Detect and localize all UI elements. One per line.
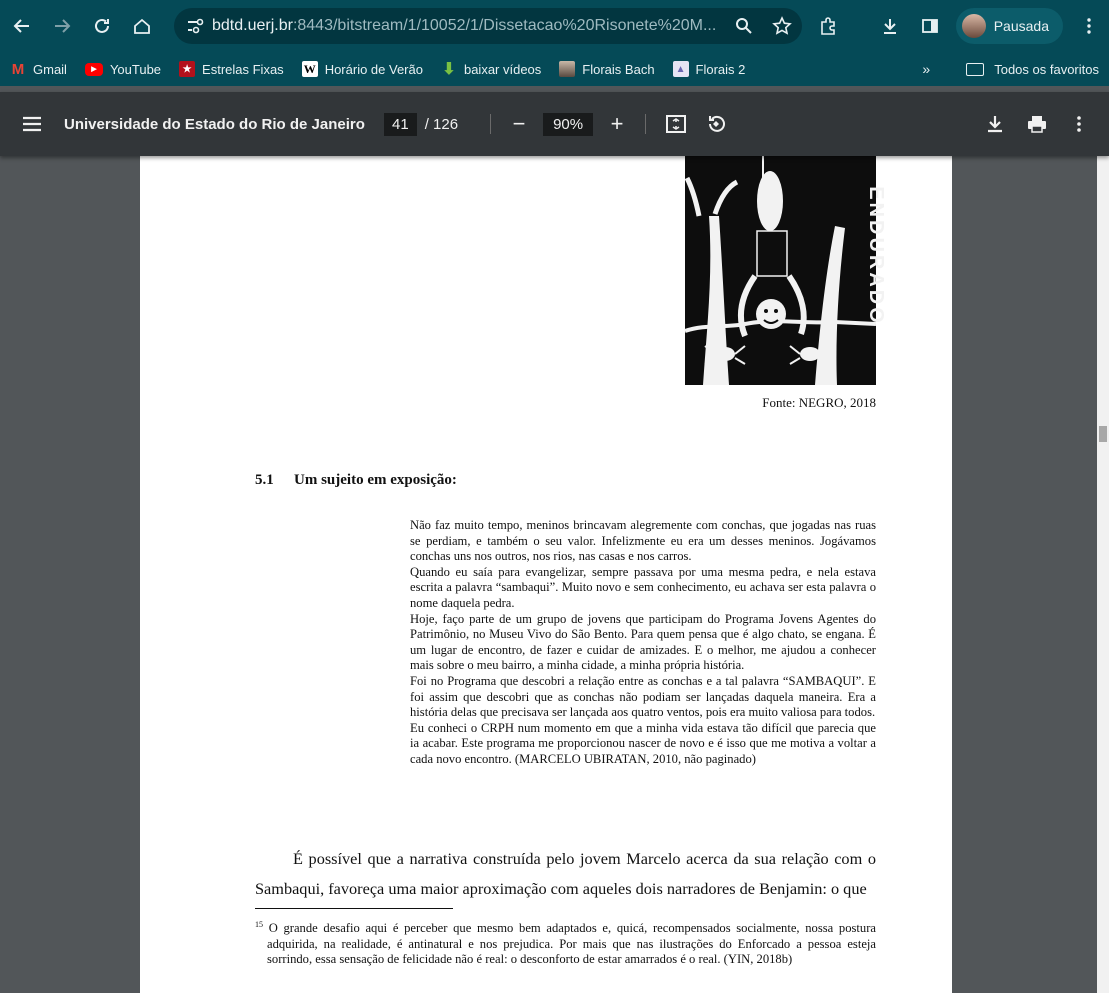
quote-paragraph: Eu conheci o CRPH num momento em que a minha vida estava tão difícil que parecia que ia acabar. Este programa me proporcionou nascer de novo e é isso que me motiva a voltar a cada novo encontro. (MARCELO UBIRATAN, 2010, não paginado) <box>410 720 876 766</box>
rotate-icon <box>705 113 727 135</box>
toolbar-divider <box>490 114 491 134</box>
bookmark-horario-de-verao[interactable]: W Horário de Verão <box>303 61 423 77</box>
site-info-icon[interactable] <box>178 17 212 35</box>
print-button[interactable] <box>1017 104 1057 144</box>
reload-button[interactable] <box>82 6 122 46</box>
page-total: / 126 <box>424 115 459 133</box>
bookmark-youtube[interactable]: ▶ YouTube <box>85 62 161 77</box>
plus-icon: + <box>610 111 624 136</box>
gmail-icon: M <box>11 60 25 78</box>
bookmark-florais-bach[interactable]: Florais Bach <box>559 61 654 77</box>
quote-paragraph: Quando eu saía para evangelizar, sempre passava por uma mesma pedra, e nela estava escrita a palavra “sambaqui”. Muito novo e sem conhecimento, eu achava ser esta palavra o nome daquela pedra. <box>410 564 876 610</box>
footnote <box>255 917 876 968</box>
side-panel-button[interactable] <box>910 6 950 46</box>
fit-to-page-icon <box>665 113 687 135</box>
zoom-out-button[interactable] <box>501 106 537 142</box>
footnote-number: 15 <box>255 920 263 929</box>
more-actions-button[interactable] <box>1059 104 1099 144</box>
pdf-menu-button[interactable] <box>0 115 64 133</box>
avatar <box>962 14 986 38</box>
side-panel-icon <box>920 16 940 36</box>
page-number-input[interactable]: 41 <box>384 113 417 136</box>
block-quote <box>410 518 876 768</box>
browser-toolbar <box>0 0 1109 52</box>
bookmark-florais-2[interactable]: ▲ Florais 2 <box>673 61 746 77</box>
fit-page-button[interactable] <box>656 104 696 144</box>
extensions-button[interactable] <box>808 6 848 46</box>
downloads-button[interactable] <box>870 6 910 46</box>
quote-paragraph: Não faz muito tempo, meninos brincavam alegremente com conchas, que jogadas nas ruas se perdiam, e também o seu valor. Infelizmente eu era um desses meninos. Jogávamos conchas uns nos outros, nos rios, nas casas e nos carros. <box>410 518 876 564</box>
search-zoom-icon <box>734 16 754 36</box>
bookmark-estrelas-fixas[interactable]: ★ Estrelas Fixas <box>179 61 284 77</box>
pdf-download-button[interactable] <box>975 104 1015 144</box>
quote-paragraph: Foi no Programa que descobri a relação entre as conchas e a tal palavra “SAMBAQUI”. E foi assim que descobri que as conchas não podiam ser lançadas daquela maneira. Era a história delas que precisava ser lançada aos quatro ventos, pois era muito valiosa para todos. <box>410 673 876 720</box>
star-icon <box>772 16 792 36</box>
pdf-toolbar <box>0 92 1109 156</box>
reload-icon <box>92 16 112 36</box>
scrollbar-thumb[interactable] <box>1099 426 1107 442</box>
pdf-viewer[interactable] <box>0 156 1109 993</box>
zoom-lens-button[interactable] <box>728 10 760 42</box>
section-number: 5.1 <box>255 472 274 488</box>
puzzle-icon <box>818 16 838 36</box>
document-title: Universidade do Estado do Rio de Janeiro <box>64 115 365 133</box>
rotate-button[interactable] <box>696 104 736 144</box>
quote-paragraph: Hoje, faço parte de um grupo de jovens que participam do Programa Jovens Agentes do Patrimônio, no Museu Vivo do São Bento. Para quem pensa que é algo chato, se engana. É um lugar de encontro, de fazer e cuidar de amizades. E o melhor, me ajudou a conhecer mais sobre o meu bairro, a minha cidade, a minha própria história. <box>410 611 876 673</box>
youtube-icon: ▶ <box>85 63 103 76</box>
zoom-in-button[interactable] <box>599 106 635 142</box>
bookmarks-bar <box>0 52 1109 86</box>
zoom-level-input[interactable]: 90% <box>543 113 593 136</box>
figure-caption: Fonte: NEGRO, 2018 <box>762 395 876 410</box>
hamburger-menu-icon <box>21 115 43 133</box>
mountain-favicon-icon: ▲ <box>673 61 689 77</box>
profile-button[interactable] <box>956 8 1063 44</box>
illustration-title: ENDURADO <box>865 186 887 326</box>
minus-icon: − <box>512 111 526 136</box>
profile-label: Pausada <box>993 18 1049 34</box>
home-icon <box>132 16 152 36</box>
url-text: bdtd.uerj.br:8443/bitstream/1/10052/1/Dissetacao%20Risonete%20M... <box>212 17 717 34</box>
bookmark-baixar-videos[interactable]: ⬇ baixar vídeos <box>442 61 542 78</box>
body-paragraph: É possível que a narrativa construída pelo jovem Marcelo acerca da sua relação com o Sambaqui, favoreça uma maior aproximação com aqueles dois narradores de Benjamin: o que <box>255 849 876 898</box>
all-bookmarks-link[interactable]: Todos os favoritos <box>994 61 1099 77</box>
forward-button[interactable] <box>42 6 82 46</box>
wikipedia-icon: W <box>303 61 316 76</box>
printer-icon <box>1026 114 1048 134</box>
bookmark-gmail[interactable]: M Gmail <box>11 60 67 78</box>
kebab-menu-icon <box>1079 16 1099 36</box>
footnote-separator <box>255 908 453 909</box>
section-heading <box>255 472 457 489</box>
home-button[interactable] <box>122 6 162 46</box>
bookmark-star-button[interactable] <box>766 10 798 42</box>
kebab-menu-icon <box>1069 114 1089 134</box>
back-arrow-icon <box>12 16 32 36</box>
photo-favicon-icon <box>559 61 575 77</box>
download-icon <box>880 16 900 36</box>
chrome-menu-button[interactable] <box>1069 6 1109 46</box>
address-bar[interactable] <box>174 8 802 44</box>
toolbar-divider <box>645 114 646 134</box>
vertical-scrollbar[interactable] <box>1097 156 1109 993</box>
hanged-man-illustration <box>685 156 887 385</box>
forward-arrow-icon <box>52 16 72 36</box>
folder-icon <box>966 63 984 76</box>
back-button[interactable] <box>2 6 42 46</box>
pdf-page <box>140 156 952 993</box>
download-icon <box>985 114 1005 134</box>
download-arrow-icon: ⬇ <box>442 61 456 78</box>
more-bookmarks-chevron-icon[interactable]: » <box>922 61 931 77</box>
section-title: Um sujeito em exposição: <box>294 472 457 488</box>
footnote-text: O grande desafio aqui é perceber que mesmo bem adaptados e, quicá, recompensados socialmente, nossa postura adquirida, na realidade, é antinatural e nos prejudica. Por mais que nas ilustrações do Enforcado a pessoa esteja sorrindo, essa sensação de felicidade não é real: o desconforto de estar amarrados é o real. (YIN, 2018b) <box>267 921 876 967</box>
star-favicon-icon: ★ <box>179 61 195 77</box>
